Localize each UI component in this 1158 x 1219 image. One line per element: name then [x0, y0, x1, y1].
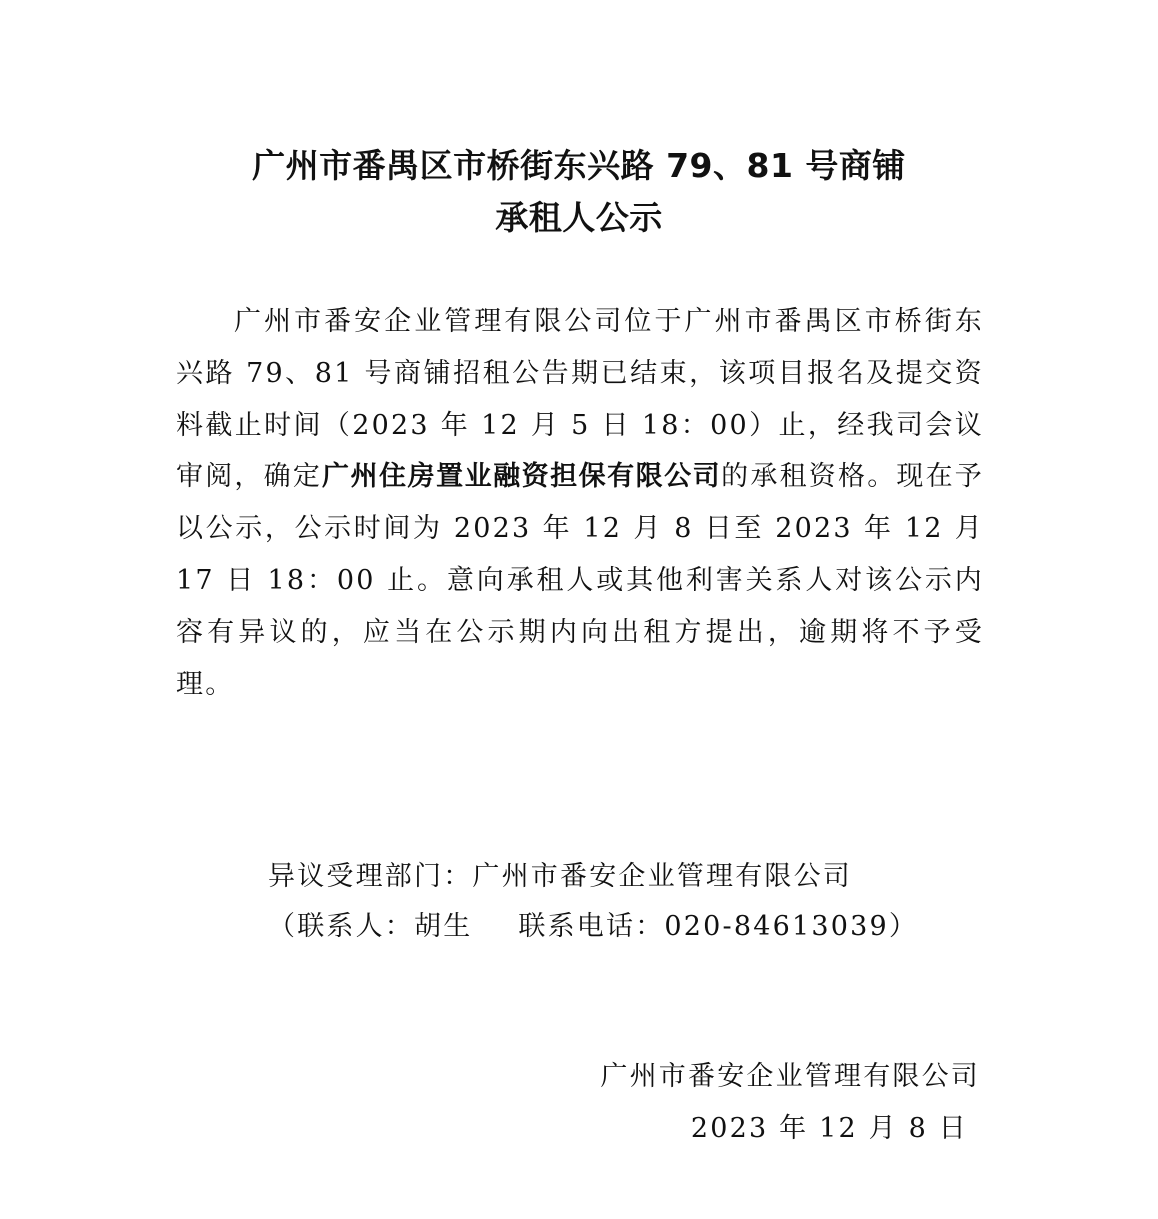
signature-organization: 广州市番安企业管理有限公司 [600, 1061, 980, 1092]
winning-bidder-name: 广州住房置业融资担保有限公司 [322, 461, 722, 493]
contact-person: （联系人：胡生 [268, 911, 473, 942]
contact-line [268, 902, 918, 952]
contact-phone: 联系电话：020-84613039） [518, 911, 919, 942]
signature-date: 2023 年 12 月 8 日 [690, 1113, 968, 1144]
body-text-part-1: 广州市番安企业管理有限公司位于广州市番禺区市桥街东兴路 79、81 号商铺招租公告期已结束，该项目报名及提交资料截止时间（2023 年 12 月 5 日 18：00）止，经我司会议审阅，确定 [176, 306, 984, 493]
document-title-line-1: 广州市番禺区市桥街东兴路 79、81 号商铺 [252, 146, 906, 185]
body-text-part-2: 的承租资格。现在予以公示，公示时间为 2023 年 12 月 8 日至 2023 年 12 月 17 日 18：00 止。意向承租人或其他利害关系人对该公示内容有异议的，应当在公示期内向出租方提出，逾期将不予受理。 [176, 461, 985, 700]
document-title-line-2: 承租人公示 [495, 198, 663, 237]
announcement-body [176, 296, 984, 710]
objection-department: 异议受理部门：广州市番安企业管理有限公司 [268, 861, 852, 892]
